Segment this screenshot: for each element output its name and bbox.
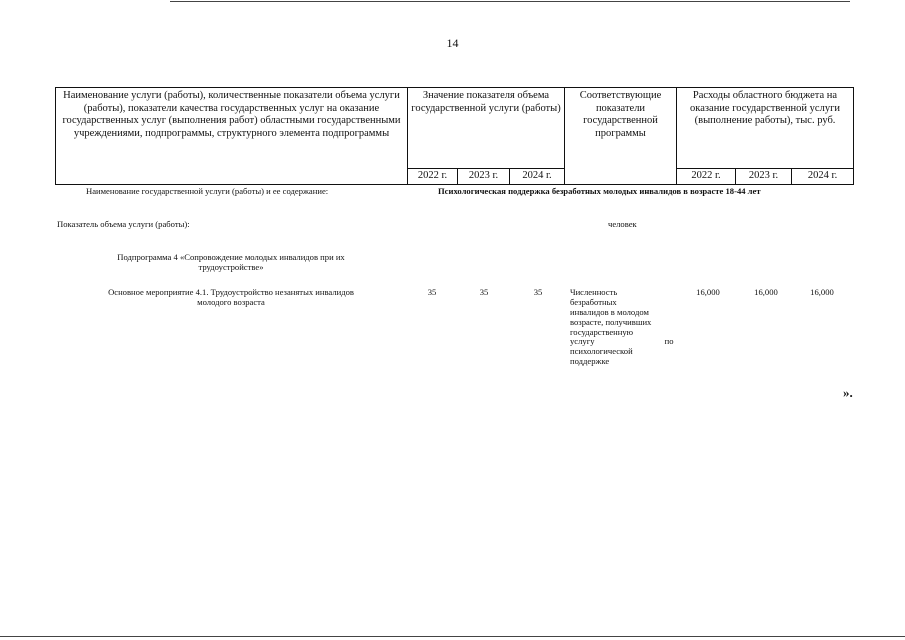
indicator-line: инвалидов в молодом bbox=[570, 306, 649, 317]
closing-quote-mark: ». bbox=[843, 385, 853, 400]
header-value-year-2024: 2024 г. bbox=[510, 169, 565, 185]
header-value-column: Значение показателя объема государственной услуги (работы) bbox=[408, 88, 565, 169]
header-expense-year-2023: 2023 г. bbox=[736, 169, 792, 185]
header-value-year-2023: 2023 г. bbox=[458, 169, 510, 185]
indicator-line: психологической bbox=[570, 346, 633, 357]
subprogram-line-1: Подпрограмма 4 «Сопровождение молодых инвалидов при их bbox=[117, 252, 345, 262]
activity-expense-2023: 16,000 bbox=[754, 287, 778, 297]
indicator-line: государственную bbox=[570, 326, 634, 337]
header-expense-year-2024: 2024 г. bbox=[792, 169, 854, 185]
indicator-line: услугу по bbox=[570, 336, 674, 347]
activity-value-2022: 35 bbox=[427, 287, 437, 297]
volume-label: Показатель объема услуги (работы): bbox=[57, 219, 190, 229]
indicator-line: Численность bbox=[570, 287, 618, 297]
header-expense-year-2022: 2022 г. bbox=[677, 169, 736, 185]
header-name-column: Наименование услуги (работы), количественные показатели объема услуги (работы), показатели качества государственных услуг на оказание государственных услуг (выполнения работ) областными государственными учреждениями, подпрограммы, структурного элемента подпрограммы bbox=[56, 88, 408, 185]
page-number: 14 bbox=[446, 36, 459, 50]
scan-top-line bbox=[170, 1, 850, 2]
volume-unit: человек bbox=[608, 219, 637, 229]
activity-value-2023: 35 bbox=[479, 287, 489, 297]
service-label: Наименование государственной услуги (работы) и ее содержание: bbox=[86, 186, 329, 196]
activity-expense-2024: 16,000 bbox=[810, 287, 834, 297]
activity-value-2024: 35 bbox=[533, 287, 543, 297]
subprogram-title bbox=[55, 253, 407, 273]
activity-line-1: Основное мероприятие 4.1. Трудоустройство незанятых инвалидов bbox=[108, 287, 354, 297]
activity-line-2: молодого возраста bbox=[197, 296, 265, 307]
indicator-line: безработных bbox=[570, 296, 617, 307]
header-indicators-column: Соответствующие показатели государственной программы bbox=[565, 88, 677, 185]
header-value-year-2022: 2022 г. bbox=[408, 169, 458, 185]
subprogram-line-2: трудоустройстве» bbox=[198, 261, 264, 272]
activity-indicator bbox=[570, 288, 674, 367]
indicator-line: поддержке bbox=[570, 356, 610, 367]
indicator-line: возрасте, получивших bbox=[570, 316, 652, 327]
activity-title bbox=[55, 288, 407, 308]
header-expenses-column: Расходы областного бюджета на оказание государственной услуги (выполнение работы), тыс. руб. bbox=[677, 88, 854, 169]
header-table bbox=[55, 87, 854, 185]
service-title: Психологическая поддержка безработных молодых инвалидов в возрасте 18-44 лет bbox=[438, 186, 761, 196]
scan-bottom-line bbox=[0, 636, 905, 637]
activity-expense-2022: 16,000 bbox=[696, 287, 720, 297]
